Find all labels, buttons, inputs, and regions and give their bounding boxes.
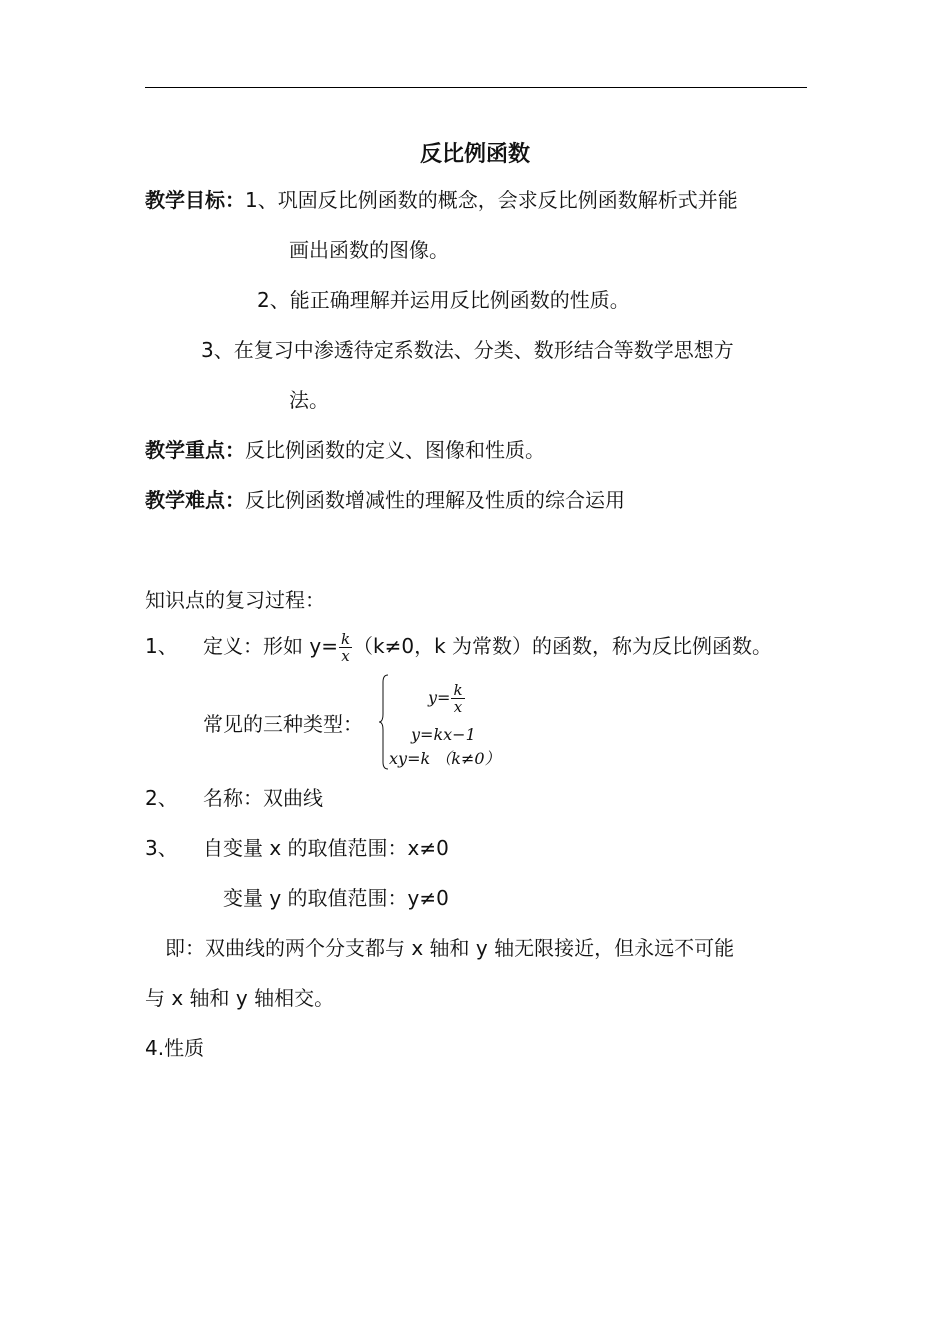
- objective-3-line-2: 法。: [289, 388, 329, 412]
- definition-fraction: [339, 631, 352, 664]
- note-line-1: 即：双曲线的两个分支都与 x 轴和 y 轴无限接近，但永远不可能: [165, 936, 735, 960]
- type-1: [428, 678, 466, 718]
- objective-2: 2、能正确理解并运用反比例函数的性质。: [257, 288, 630, 312]
- item-3-text: 自变量 x 的取值范围：x≠0: [203, 836, 449, 860]
- key-points-label: 教学重点：: [145, 438, 245, 462]
- key-points-row: [145, 437, 545, 463]
- header-rule: [145, 87, 807, 88]
- fraction-denominator: x: [341, 647, 350, 665]
- review-heading: 知识点的复习过程：: [145, 588, 325, 612]
- definition-prefix: 定义：形如 y=: [203, 634, 338, 658]
- type-1-denominator: x: [453, 698, 463, 716]
- item-1-definition: [203, 624, 772, 668]
- item-3-range-y: 变量 y 的取值范围：y≠0: [223, 886, 449, 910]
- definition-suffix: （k≠0，k 为常数）的函数，称为反比例函数。: [353, 634, 773, 658]
- type-1-fraction: [451, 682, 464, 715]
- objective-1-line-2: 画出函数的图像。: [289, 238, 449, 262]
- item-2-number: 2、: [145, 786, 178, 810]
- note-line-2: 与 x 轴和 y 轴相交。: [145, 986, 335, 1010]
- types-label: 常见的三种类型：: [203, 712, 363, 736]
- item-2-text: 名称：双曲线: [203, 786, 323, 810]
- page-title: 反比例函数: [419, 142, 530, 167]
- item-1-number: 1、: [145, 634, 178, 658]
- difficulties-text: 反比例函数增减性的理解及性质的综合运用: [245, 488, 625, 512]
- objective-3-line-1: 3、在复习中渗透待定系数法、分类、数形结合等数学思想方: [201, 338, 734, 362]
- type-1-prefix: y=: [428, 688, 451, 707]
- item-3-number: 3、: [145, 836, 178, 860]
- item-4-heading: 4.性质: [145, 1036, 205, 1060]
- type-1-numerator: k: [453, 681, 463, 699]
- left-brace: [379, 674, 389, 770]
- type-3: xy=k （k≠0）: [389, 749, 501, 768]
- key-points-text: 反比例函数的定义、图像和性质。: [245, 438, 545, 462]
- objectives-row-1: [145, 187, 738, 213]
- objective-1-line-1: 1、巩固反比例函数的概念，会求反比例函数解析式并能: [245, 188, 738, 212]
- fraction-numerator: k: [340, 630, 351, 648]
- difficulties-row: [145, 487, 625, 513]
- type-2: y=kx−1: [411, 725, 476, 744]
- objectives-label: 教学目标：: [145, 188, 245, 212]
- difficulties-label: 教学难点：: [145, 488, 245, 512]
